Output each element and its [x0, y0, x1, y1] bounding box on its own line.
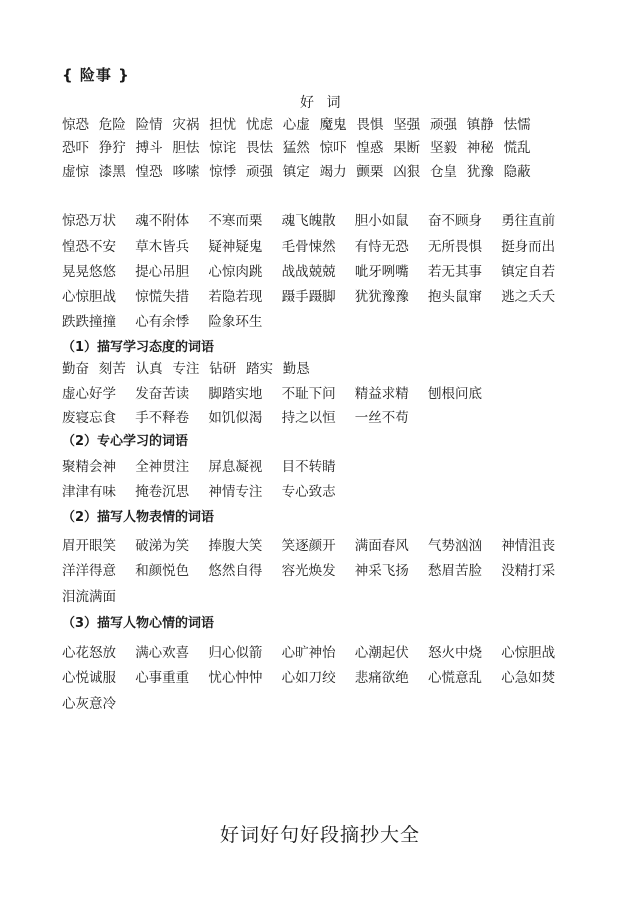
- word-item: 惊诧: [209, 140, 237, 156]
- word-item: 畏惧: [356, 117, 384, 133]
- word-item: 坚强: [393, 117, 421, 133]
- word-item: 专心致志: [281, 484, 336, 500]
- section-title: （1）描写学习态度的词语: [62, 340, 215, 355]
- word-item: 聚精会神: [62, 459, 116, 475]
- word-item: 脚踏实地: [208, 386, 263, 402]
- word-item: 有恃无恐: [354, 239, 409, 255]
- word-item: 险象环生: [208, 314, 263, 330]
- word-item: 顽强: [430, 117, 457, 133]
- word-item: 不耻下问: [281, 386, 336, 402]
- word-item: 无所畏惧: [428, 239, 482, 255]
- word-item: 恐吓: [62, 140, 89, 156]
- word-item: 镇静: [466, 117, 494, 133]
- word-item: 没精打采: [501, 563, 556, 579]
- word-item: 逃之夭夭: [501, 289, 556, 305]
- word-item: 惊恐: [62, 117, 89, 133]
- word-item: 镇定: [282, 164, 310, 180]
- word-item: 钻研: [209, 361, 237, 377]
- section-title: （2）描写人物表情的词语: [62, 510, 215, 525]
- word-item: 惊吓: [319, 140, 347, 156]
- word-item: 担忧: [209, 117, 237, 133]
- word-item: 发奋苦读: [135, 386, 190, 402]
- word-item: 全神贯注: [135, 459, 190, 475]
- word-item: 心潮起伏: [354, 645, 409, 661]
- word-item: 奋不顾身: [428, 213, 482, 229]
- word-item: 目不转睛: [281, 459, 336, 475]
- word-item: 心有余悸: [135, 314, 190, 330]
- page-heading: { 险事 }: [62, 66, 130, 84]
- word-item: 捧腹大笑: [208, 538, 263, 554]
- word-item: 如饥似渴: [208, 410, 263, 426]
- word-item: 颤栗: [356, 164, 384, 180]
- word-item: 专注: [172, 361, 200, 377]
- word-item: 废寝忘食: [62, 410, 116, 426]
- word-item: 抱头鼠窜: [428, 289, 482, 305]
- word-item: 满面春风: [354, 538, 409, 554]
- good-words-subheading: 好 词: [300, 95, 345, 111]
- word-item: 心花怒放: [62, 645, 116, 661]
- word-item: 勇往直前: [501, 213, 556, 229]
- word-item: 疑神疑鬼: [208, 239, 263, 255]
- word-item: 草木皆兵: [135, 239, 190, 255]
- word-item: 果断: [393, 140, 421, 156]
- word-item: 掩卷沉思: [135, 484, 190, 500]
- word-item: 魂飞魄散: [281, 213, 336, 229]
- word-item: 泪流满面: [62, 589, 116, 605]
- word-item: 心虚: [282, 117, 310, 133]
- word-item: 愁眉苦脸: [428, 563, 482, 579]
- word-item: 竭力: [319, 164, 347, 180]
- word-item: 心事重重: [135, 670, 190, 686]
- word-item: 惊慌失措: [135, 289, 190, 305]
- word-item: 怒火中烧: [428, 645, 482, 661]
- word-item: 犹犹豫豫: [354, 289, 409, 305]
- word-item: 心旷神怡: [281, 645, 336, 661]
- word-item: 惶恐不安: [62, 239, 116, 255]
- word-item: 若隐若现: [208, 289, 263, 305]
- word-item: 心如刀绞: [281, 670, 336, 686]
- word-item: 心惊肉跳: [208, 264, 263, 280]
- word-item: 提心吊胆: [135, 264, 190, 280]
- word-item: 手不释卷: [135, 410, 190, 426]
- word-item: 魂不附体: [135, 213, 190, 229]
- word-item: 危险: [98, 117, 126, 133]
- word-item: 若无其事: [428, 264, 482, 280]
- word-item: 持之以恒: [281, 410, 336, 426]
- word-item: 精益求精: [354, 386, 409, 402]
- word-item: 勤奋: [62, 361, 89, 377]
- word-item: 坚毅: [430, 140, 457, 156]
- word-item: 踏实: [246, 361, 273, 377]
- section-title: （2）专心学习的词语: [62, 434, 189, 449]
- word-item: 晃晃悠悠: [62, 264, 116, 280]
- word-item: 怯懦: [503, 117, 531, 133]
- word-item: 心急如焚: [501, 670, 556, 686]
- word-item: 蹑手蹑脚: [281, 289, 336, 305]
- word-item: 惶惑: [356, 140, 384, 156]
- word-item: 破涕为笑: [135, 538, 190, 554]
- word-item: 挺身而出: [501, 239, 556, 255]
- word-item: 神情沮丧: [501, 538, 556, 554]
- word-item: 心悦诚服: [62, 670, 116, 686]
- word-item: 战战兢兢: [281, 264, 336, 280]
- word-item: 哆嗦: [172, 164, 200, 180]
- word-item: 仓皇: [430, 164, 457, 180]
- word-item: 猛然: [282, 140, 310, 156]
- word-item: 险情: [135, 117, 163, 133]
- word-item: 惶恐: [135, 164, 163, 180]
- word-item: 眉开眼笑: [62, 538, 116, 554]
- word-item: 刨根问底: [428, 386, 482, 402]
- word-item: 惊恐万状: [62, 213, 116, 229]
- word-item: 漆黑: [98, 164, 126, 180]
- word-item: 悠然自得: [208, 563, 263, 579]
- word-item: 凶狠: [393, 164, 421, 180]
- word-item: 镇定自若: [501, 264, 556, 280]
- word-item: 魔鬼: [319, 117, 347, 133]
- word-item: 神秘: [466, 140, 494, 156]
- word-item: 忧虑: [246, 117, 273, 133]
- word-item: 灾祸: [172, 117, 200, 133]
- word-item: 跌跌撞撞: [62, 314, 116, 330]
- section-title: （3）描写人物心情的词语: [62, 616, 215, 631]
- word-item: 胆怯: [172, 140, 200, 156]
- word-item: 笑逐颜开: [281, 538, 336, 554]
- word-item: 狰狞: [98, 140, 126, 156]
- word-item: 津津有味: [62, 484, 116, 500]
- word-item: 一丝不苟: [354, 410, 409, 426]
- word-item: 慌乱: [503, 140, 531, 156]
- word-item: 隐蔽: [503, 164, 531, 180]
- word-item: 心灰意冷: [62, 696, 116, 712]
- word-item: 呲牙咧嘴: [354, 264, 409, 280]
- word-item: 勤恳: [282, 361, 310, 377]
- word-item: 毛骨悚然: [281, 239, 336, 255]
- word-item: 刻苦: [98, 361, 126, 377]
- word-item: 悲痛欲绝: [354, 670, 409, 686]
- word-item: 洋洋得意: [62, 563, 116, 579]
- word-item: 气势汹汹: [428, 538, 482, 554]
- word-item: 心慌意乱: [428, 670, 482, 686]
- word-item: 归心似箭: [208, 645, 263, 661]
- word-item: 惊悸: [209, 164, 237, 180]
- word-item: 犹豫: [466, 164, 494, 180]
- word-item: 忧心忡忡: [208, 670, 263, 686]
- word-item: 虚惊: [62, 164, 89, 180]
- word-item: 神情专注: [208, 484, 263, 500]
- word-item: 满心欢喜: [135, 645, 190, 661]
- word-item: 容光焕发: [281, 563, 336, 579]
- word-item: 认真: [135, 361, 163, 377]
- word-item: 不寒而栗: [208, 213, 263, 229]
- footer-title: 好词好句好段摘抄大全: [219, 824, 420, 846]
- word-item: 心惊胆战: [501, 645, 556, 661]
- word-item: 搏斗: [135, 140, 163, 156]
- word-item: 畏怯: [246, 140, 273, 156]
- word-item: 神采飞扬: [354, 563, 409, 579]
- word-item: 顽强: [246, 164, 273, 180]
- word-item: 虚心好学: [62, 386, 116, 402]
- word-item: 屏息凝视: [208, 459, 263, 475]
- word-item: 胆小如鼠: [354, 213, 409, 229]
- word-item: 心惊胆战: [62, 289, 116, 305]
- word-item: 和颜悦色: [135, 563, 190, 579]
